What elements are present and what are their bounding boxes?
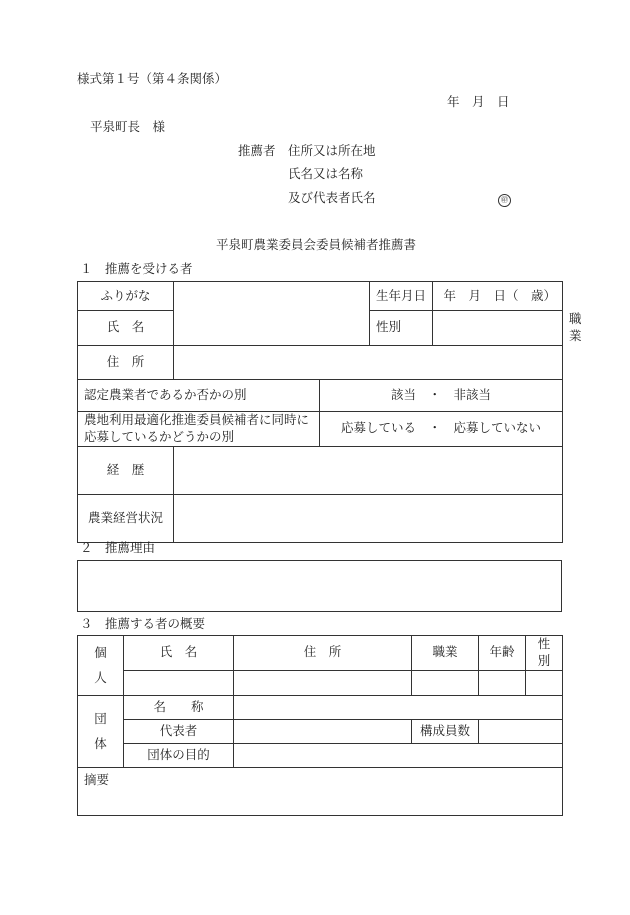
section2-heading: ２ 推薦理由 bbox=[80, 540, 156, 555]
member-count-field[interactable] bbox=[479, 719, 563, 743]
individual-address-field[interactable] bbox=[234, 670, 412, 695]
individual-label: 個人 bbox=[78, 636, 124, 696]
farming-status-field[interactable] bbox=[174, 494, 563, 542]
group-label: 団体 bbox=[78, 695, 124, 767]
group-representative-field[interactable] bbox=[234, 719, 412, 743]
career-label: 経 歴 bbox=[78, 446, 174, 494]
document-title: 平泉町農業委員会委員候補者推薦書 bbox=[216, 237, 417, 252]
gender-label: 性別 bbox=[370, 311, 433, 346]
group-purpose-label: 団体の目的 bbox=[124, 743, 234, 767]
summary-field[interactable] bbox=[78, 767, 563, 815]
individual-name-header: 氏 名 bbox=[124, 636, 234, 671]
individual-name-field[interactable] bbox=[124, 670, 234, 695]
concurrent-application-choice[interactable]: 応募している ・ 応募していない bbox=[320, 411, 563, 446]
name-label: 氏名又は名称 bbox=[288, 166, 364, 181]
address-label: 住 所 bbox=[78, 345, 174, 379]
certified-farmer-choice[interactable]: 該当 ・ 非該当 bbox=[320, 379, 563, 411]
group-name-label: 名 称 bbox=[124, 695, 234, 719]
gender-field[interactable] bbox=[433, 311, 563, 346]
concurrent-application-label: 農地利用最適化推進委員候補者に同時に応募しているかどうかの別 bbox=[78, 411, 320, 446]
date-line: 年 月 日 bbox=[447, 94, 510, 109]
section1-heading: １ 推薦を受ける者 bbox=[80, 261, 193, 276]
seal-mark: ㊞ bbox=[498, 192, 511, 207]
recommender-label: 推薦者 bbox=[238, 143, 276, 158]
representative-name-label: 及び代表者氏名 bbox=[288, 190, 376, 205]
nominee-table: ふりがな 生年月日 年 月 日（ 歳） 氏 名 性別 職業 住 所 認定農業者であるか否かの別 該当 ・ 非該当 農地利用最適化推進委員候補者に同時に応募しているかどうかの別 応募している ・ 応募していない 経 歴 農業経営状況 bbox=[77, 281, 563, 543]
reason-table bbox=[77, 560, 562, 612]
section3-heading: ３ 推薦する者の概要 bbox=[80, 616, 206, 631]
group-name-field[interactable] bbox=[234, 695, 563, 719]
name-field[interactable] bbox=[174, 282, 370, 346]
group-representative-label: 代表者 bbox=[124, 719, 234, 743]
address-field[interactable] bbox=[174, 345, 563, 379]
group-purpose-field[interactable] bbox=[234, 743, 563, 767]
farming-status-label: 農業経営状況 bbox=[78, 494, 174, 542]
reason-field[interactable] bbox=[78, 561, 562, 612]
summary-label: 摘要 bbox=[84, 771, 110, 787]
career-field[interactable] bbox=[174, 446, 563, 494]
form-number: 様式第１号（第４条関係） bbox=[77, 71, 228, 86]
birthdate-label: 生年月日 bbox=[370, 282, 433, 311]
birthdate-value[interactable]: 年 月 日（ 歳） bbox=[433, 282, 563, 311]
individual-address-header: 住 所 bbox=[234, 636, 412, 671]
certified-farmer-label: 認定農業者であるか否かの別 bbox=[78, 379, 320, 411]
addressee: 平泉町長 様 bbox=[90, 119, 166, 134]
individual-gender-field[interactable] bbox=[526, 670, 563, 695]
individual-occupation-header: 職業 bbox=[412, 636, 479, 671]
furigana-label: ふりがな bbox=[78, 282, 174, 311]
individual-age-field[interactable] bbox=[479, 670, 526, 695]
individual-occupation-field[interactable] bbox=[412, 670, 479, 695]
member-count-label: 構成員数 bbox=[412, 719, 479, 743]
recommender-table bbox=[77, 635, 563, 816]
individual-gender-header: 性別 bbox=[526, 636, 563, 671]
address-label: 住所又は所在地 bbox=[288, 143, 376, 158]
name-label: 氏 名 bbox=[78, 311, 174, 346]
individual-age-header: 年齢 bbox=[479, 636, 526, 671]
